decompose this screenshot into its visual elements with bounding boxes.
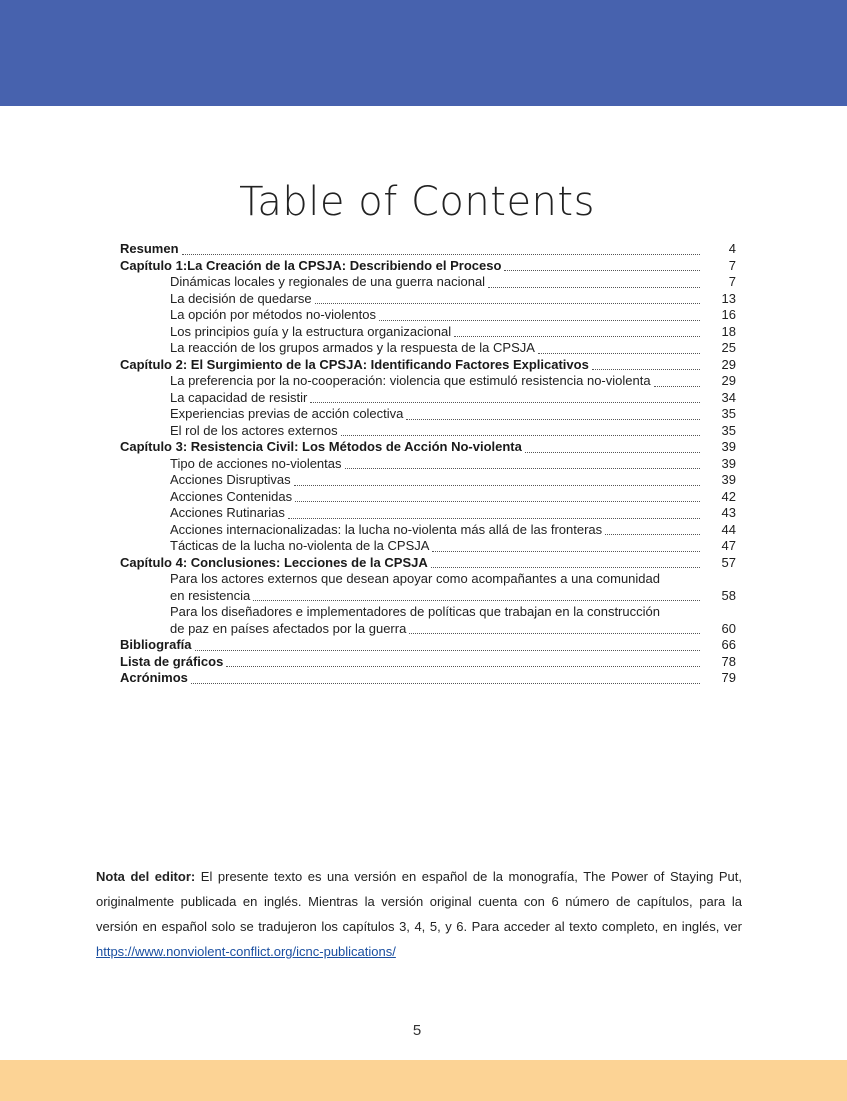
toc-section-entry[interactable] <box>120 406 736 423</box>
toc-chapter-entry[interactable] <box>120 654 736 671</box>
toc-page-number: 29 <box>721 373 736 388</box>
toc-entry-text: Capítulo 1:La Creación de la CPSJA: Describiendo el Proceso <box>120 257 502 273</box>
toc-page-number: 35 <box>721 422 736 438</box>
toc-section-entry[interactable] <box>120 505 736 522</box>
toc-leader-dots <box>538 353 700 354</box>
toc-entry-text: Bibliografía <box>120 637 192 652</box>
toc-page-number: 78 <box>721 653 736 669</box>
toc-page-number: 66 <box>721 637 736 652</box>
toc-entry-text: Acciones Rutinarias <box>170 505 285 520</box>
toc-chapter-entry[interactable] <box>120 637 736 654</box>
toc-entry-line <box>170 621 704 638</box>
toc-leader-dots <box>432 551 700 552</box>
toc-section-entry[interactable] <box>120 373 736 390</box>
page-title: Table of Contents <box>239 178 595 225</box>
toc-section-entry[interactable] <box>120 456 736 473</box>
toc-entry-text: La decisión de quedarse <box>170 290 312 306</box>
toc-entry-text: La capacidad de resistir <box>170 389 308 405</box>
toc-section-entry[interactable] <box>120 604 736 637</box>
toc-leader-dots <box>654 386 700 387</box>
toc-page-number: 7 <box>728 274 736 289</box>
toc-leader-dots <box>454 336 700 337</box>
toc-entry-text: en resistencia <box>170 587 251 603</box>
toc-leader-dots <box>288 518 700 519</box>
footer-band <box>0 1060 847 1101</box>
toc-page-number: 35 <box>721 406 736 421</box>
page-number: 5 <box>412 1022 422 1039</box>
toc-section-entry[interactable] <box>120 571 736 604</box>
toc-leader-dots <box>504 270 700 271</box>
toc-entry-text: Acrónimos <box>120 670 188 685</box>
header-band <box>0 0 847 106</box>
toc-entry-text: Para los actores externos que desean apoyar como acompañantes a una comunidad <box>170 571 660 586</box>
toc-section-entry[interactable] <box>120 324 736 341</box>
toc-leader-dots <box>191 683 700 684</box>
toc-leader-dots <box>525 452 700 453</box>
toc-entry-text: Lista de gráficos <box>120 653 224 669</box>
toc-chapter-entry[interactable] <box>120 439 736 456</box>
toc-entry-text: Para los diseñadores e implementadores de políticas que trabajan en la construcción <box>170 604 660 619</box>
toc-section-entry[interactable] <box>120 274 736 291</box>
toc-entry-text: Resumen <box>120 241 179 256</box>
toc-page-number: 57 <box>721 554 736 570</box>
toc-page-number: 43 <box>721 505 736 520</box>
toc-entry-text: Acciones Disruptivas <box>170 472 291 487</box>
toc-entry-line <box>170 588 704 605</box>
toc-chapter-entry[interactable] <box>120 670 736 687</box>
toc-page-number: 7 <box>728 257 736 273</box>
toc-page-number: 39 <box>721 472 736 487</box>
editor-note <box>96 864 742 964</box>
toc-leader-dots <box>310 402 700 403</box>
toc-leader-dots <box>379 320 700 321</box>
toc-page-number: 44 <box>721 521 736 537</box>
toc-entry-text: Dinámicas locales y regionales de una guerra nacional <box>170 274 486 289</box>
toc-section-entry[interactable] <box>120 340 736 357</box>
toc-entry-text: Capítulo 4: Conclusiones: Lecciones de la CPSJA <box>120 554 428 570</box>
toc-entry-text: Tipo de acciones no-violentas <box>170 455 342 471</box>
toc-page-number: 18 <box>721 323 736 339</box>
toc-page-number: 29 <box>721 356 736 372</box>
toc-chapter-entry[interactable] <box>120 555 736 572</box>
toc-page-number: 39 <box>721 455 736 471</box>
toc-entry-text: de paz en países afectados por la guerra <box>170 620 407 636</box>
toc-page-number: 42 <box>721 488 736 504</box>
toc-chapter-entry[interactable] <box>120 241 736 258</box>
toc-leader-dots <box>226 666 700 667</box>
toc-entry-text: Capítulo 2: El Surgimiento de la CPSJA: Identificando Factores Explicativos <box>120 356 589 372</box>
toc-leader-dots <box>315 303 700 304</box>
toc-entry-text: Tácticas de la lucha no-violenta de la CPSJA <box>170 538 430 553</box>
toc-entry-text: Acciones internacionalizadas: la lucha no-violenta más allá de las fronteras <box>170 521 603 537</box>
toc-leader-dots <box>431 567 700 568</box>
toc-leader-dots <box>605 534 700 535</box>
toc-entry-text: La preferencia por la no-cooperación: violencia que estimuló resistencia no-violenta <box>170 373 651 388</box>
toc-entry-text: El rol de los actores externos <box>170 422 338 438</box>
toc-page-number: 47 <box>721 538 736 553</box>
toc-leader-dots <box>409 633 700 634</box>
toc-section-entry[interactable] <box>120 291 736 308</box>
toc-leader-dots <box>295 501 700 502</box>
toc-entry-text: Capítulo 3: Resistencia Civil: Los Métodos de Acción No-violenta <box>120 439 522 454</box>
toc-entry-text: Experiencias previas de acción colectiva <box>170 406 404 421</box>
toc-leader-dots <box>488 287 700 288</box>
editor-note-body: El presente texto es una versión en español de la monografía, The Power of Staying Put, originalmente publicada en inglés. Mientras la versión original cuenta con 6 número de capítulos, para la versión en español solo se tradujeron los capítulos 3, 4, 5, y 6. Para acceder al texto completo, en inglés, ver <box>96 869 742 934</box>
toc-chapter-entry[interactable] <box>120 357 736 374</box>
toc-entry-text: La reacción de los grupos armados y la respuesta de la CPSJA <box>170 340 535 355</box>
toc-page-number: 13 <box>721 290 736 306</box>
toc-chapter-entry[interactable] <box>120 258 736 275</box>
toc-leader-dots <box>592 369 700 370</box>
toc-leader-dots <box>345 468 700 469</box>
toc-section-entry[interactable] <box>120 423 736 440</box>
toc-page-number: 60 <box>721 620 736 636</box>
toc-section-entry[interactable] <box>120 307 736 324</box>
editor-note-label: Nota del editor: <box>96 869 196 884</box>
toc-leader-dots <box>294 485 700 486</box>
toc-page-number: 79 <box>721 670 736 685</box>
toc-leader-dots <box>406 419 700 420</box>
toc-section-entry[interactable] <box>120 489 736 506</box>
toc-section-entry[interactable] <box>120 472 736 489</box>
toc-page-number: 25 <box>721 340 736 355</box>
toc-page-number: 39 <box>721 439 736 454</box>
toc-leader-dots <box>253 600 700 601</box>
toc-leader-dots <box>182 254 700 255</box>
toc-section-entry[interactable] <box>120 538 736 555</box>
toc-entry-text: La opción por métodos no-violentos <box>170 307 376 322</box>
toc-section-entry[interactable] <box>120 522 736 539</box>
toc-leader-dots <box>341 435 700 436</box>
toc-page-number: 58 <box>721 587 736 603</box>
toc-section-entry[interactable] <box>120 390 736 407</box>
table-of-contents <box>120 241 736 687</box>
toc-leader-dots <box>195 650 700 651</box>
toc-page-number: 4 <box>728 241 736 256</box>
publications-link[interactable]: https://www.nonviolent-conflict.org/icnc-publications/ <box>96 944 396 959</box>
toc-entry-text: Los principios guía y la estructura organizacional <box>170 323 452 339</box>
toc-entry-text: Acciones Contenidas <box>170 488 293 504</box>
toc-page-number: 16 <box>721 307 736 322</box>
toc-page-number: 34 <box>721 389 736 405</box>
